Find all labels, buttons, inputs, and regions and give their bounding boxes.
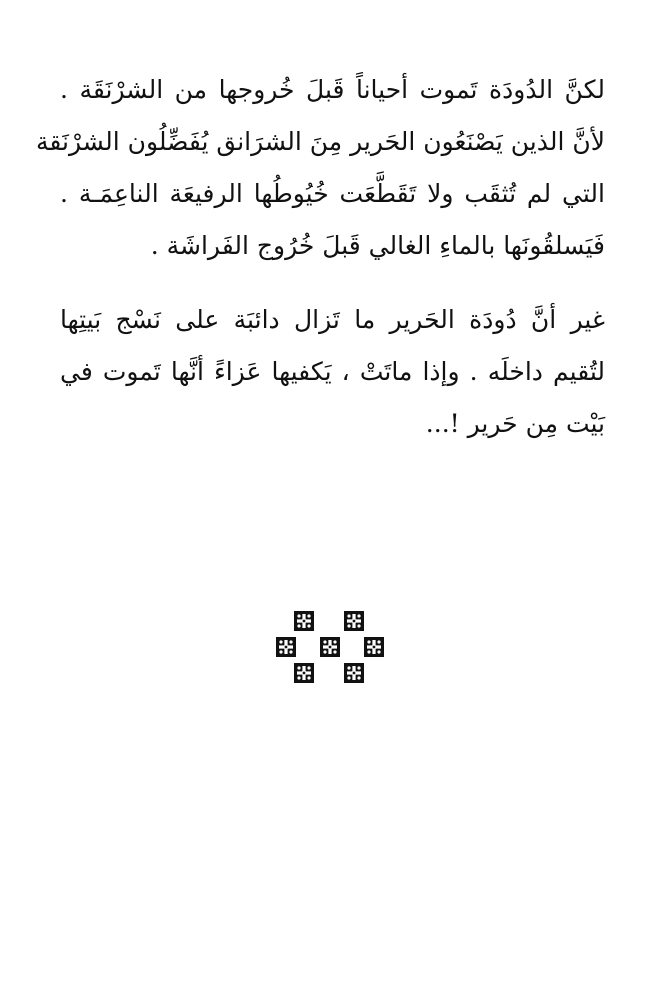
text-line: بَيْت مِن حَرير !... [425,409,605,438]
ornament-tile [344,611,364,631]
ornament-tile [344,663,364,683]
flower-tile-ornament-icon [276,611,388,683]
text-line: التي لم تُثقَب ولا تَقَطَّعَت خُيُوطُها الرفيعَة الناعِمَـة . [60,179,605,208]
text-line: لأنَّ الذين يَصْنَعُون الحَرير مِنَ الشرَانق يُفَضِّلُون الشرْنَقة [35,127,605,156]
ornament-tile [294,663,314,683]
ornament-tile [364,637,384,657]
text-line: لكنَّ الدُودَة تَموت أحياناً قَبلَ خُروجها من الشرْنَقَة . [60,75,605,104]
ornament-tile [294,611,314,631]
text-line: غير أنَّ دُودَة الحَرير ما تَزال دائبَة على نَسْج بَيتِها [60,305,605,334]
text-line: فَيَسلقُونَها بالماءِ الغالي قَبلَ خُرُوج الفَراشَة . [150,231,605,260]
ornament-tile [320,637,340,657]
ornament-tile [276,637,296,657]
paragraph-2 [60,294,605,450]
paragraph-1 [35,64,605,272]
text-line: لتُقيم داخلَه . وإذا ماتَتْ ، يَكفيها عَزاءً أنَّها تَموت في [60,357,605,386]
